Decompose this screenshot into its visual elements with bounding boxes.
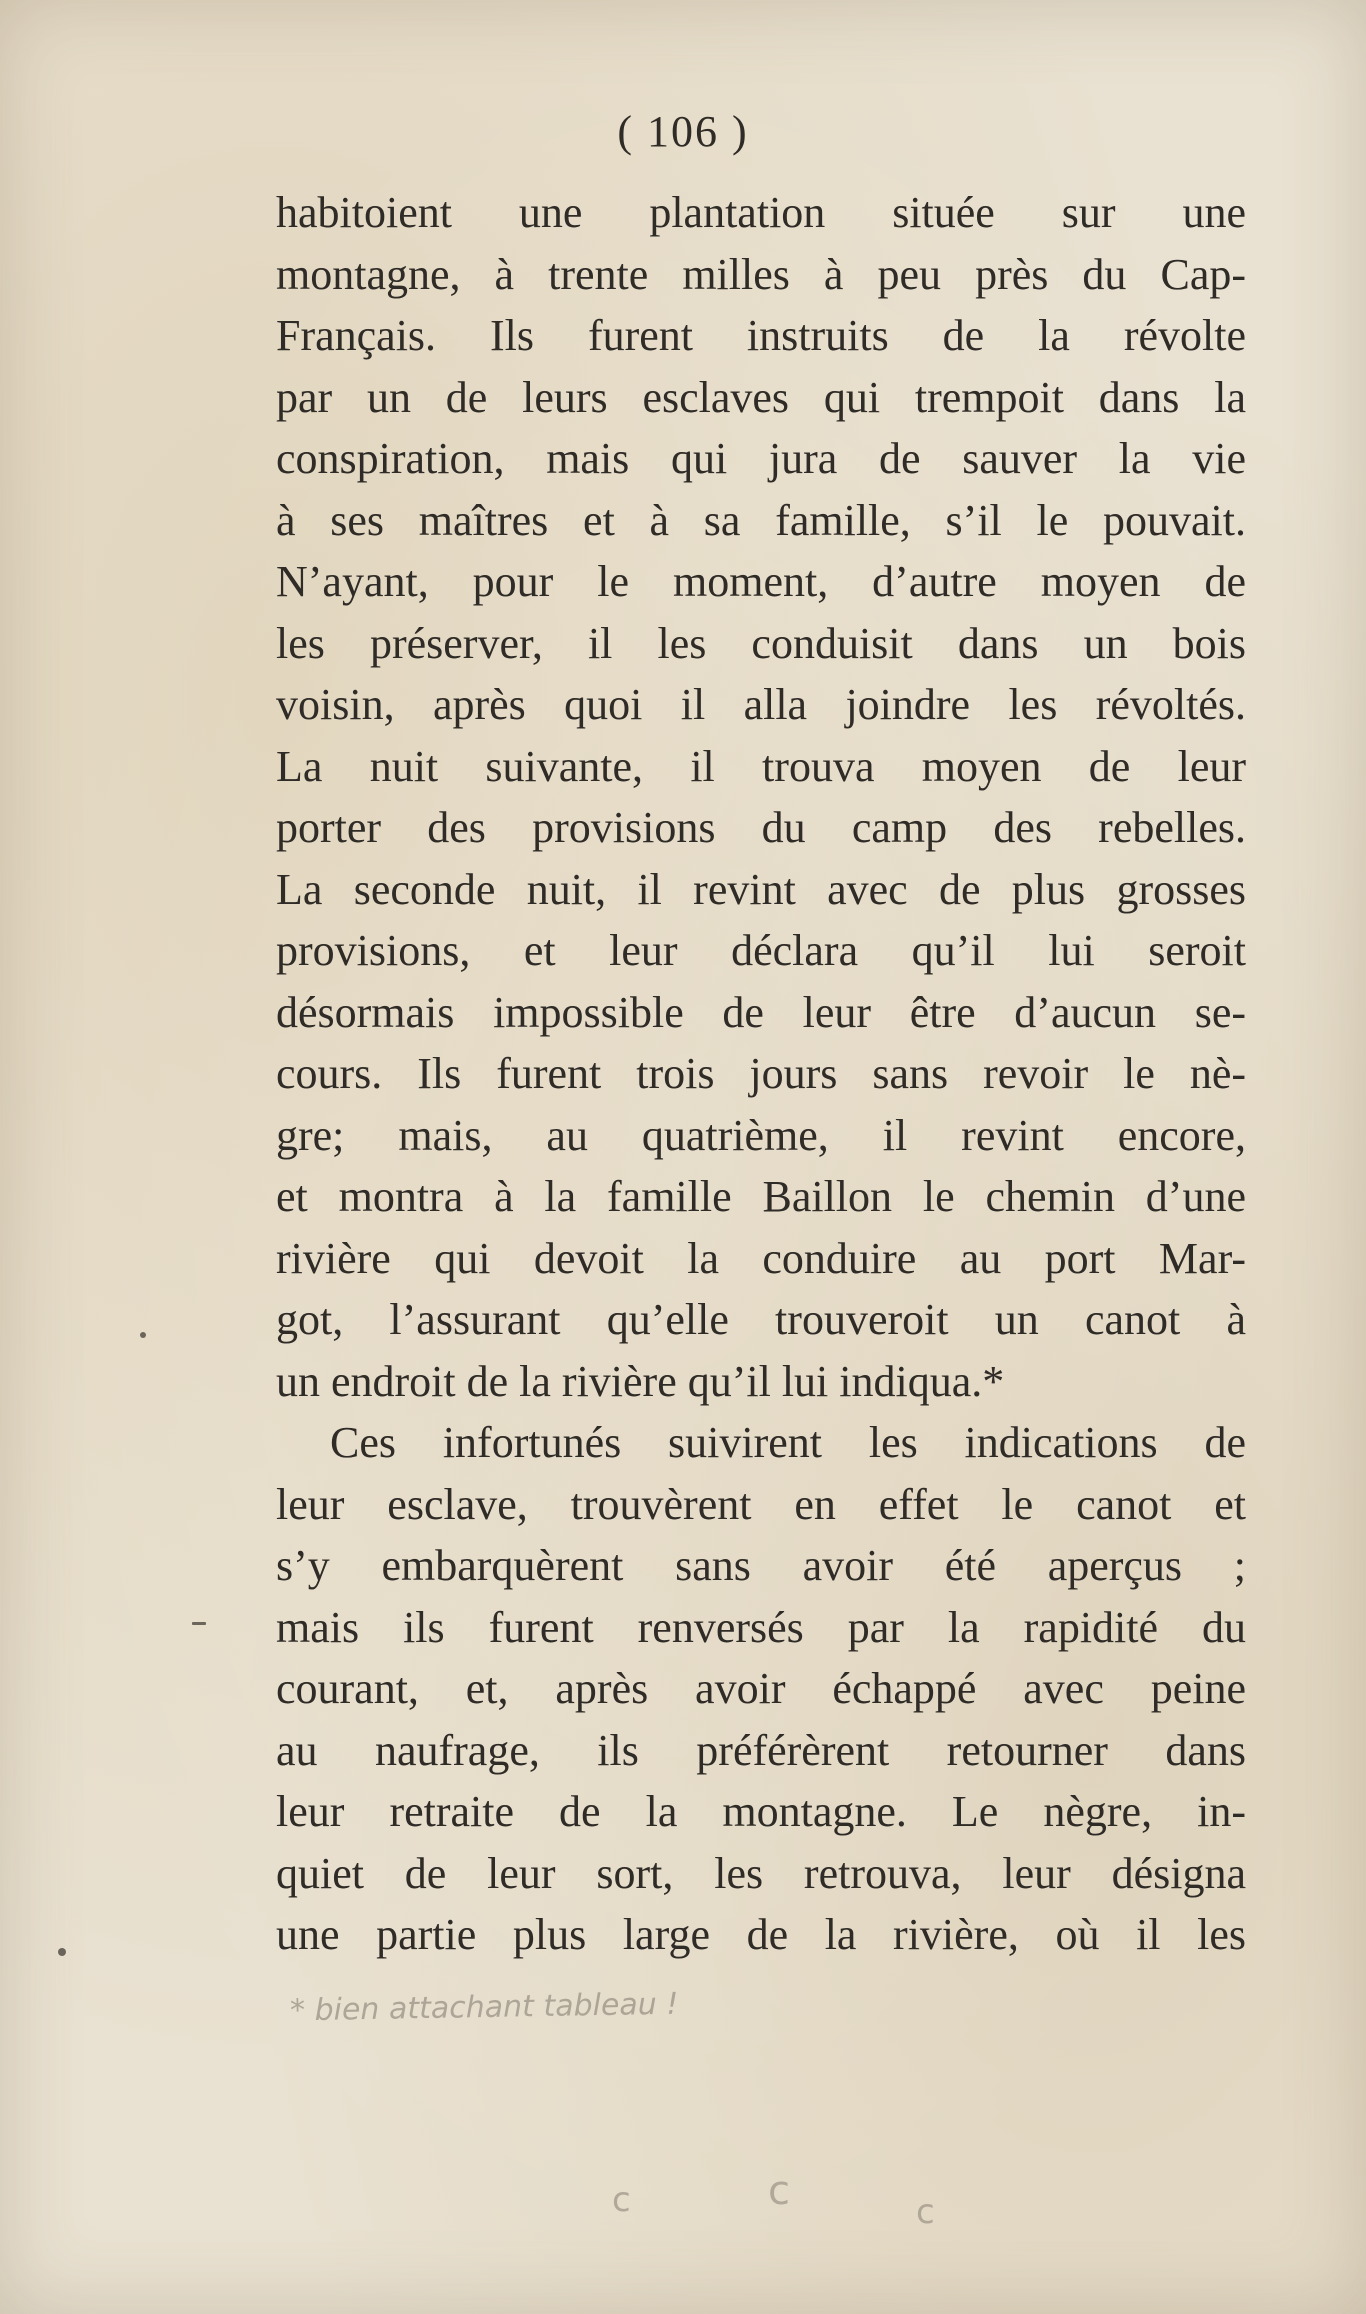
text-line: conspiration, mais qui jura de sauver la vie [276,434,1246,483]
text-line: et montra à la famille Baillon le chemin d’une [276,1172,1246,1221]
body-text [276,182,1246,1966]
text-line: désormais impossible de leur être d’aucun se- [276,987,1246,1037]
paragraph-start-line: Ces infortunés suivirent les indications de [330,1418,1246,1467]
handwritten-annotation: * bien attachant tableau ! [289,1986,679,2029]
ink-speck [192,1622,206,1625]
text-line: courant, et, après avoir échappé avec peine [276,1664,1246,1713]
text-line: au naufrage, ils préférèrent retourner dans [276,1725,1246,1775]
text-line: leur retraite de la montagne. Le nègre, in- [276,1787,1246,1836]
text-line: montagne, à trente milles à peu près du Cap- [276,249,1246,299]
faint-mark: c [916,2192,935,2232]
text-line: Français. Ils furent instruits de la révolte [276,311,1246,360]
text-line: habitoient une plantation située sur une [276,188,1246,237]
text-line: un endroit de la rivière qu’il lui indiqua.* [276,1356,1005,1406]
text-line: par un de leurs esclaves qui trempoit dans la [276,372,1246,422]
text-line: rivière qui devoit la conduire au port Mar- [276,1233,1246,1283]
text-line: voisin, après quoi il alla joindre les révoltés. [276,680,1246,729]
text-line: porter des provisions du camp des rebelles. [276,803,1246,852]
text-line: got, l’assurant qu’elle trouveroit un canot à [276,1295,1246,1344]
text-line: les préserver, il les conduisit dans un bois [276,618,1246,668]
faint-mark: c [612,2180,631,2220]
faint-mark: c [768,2168,790,2214]
text-line: mais ils furent renversés par la rapidité du [276,1602,1246,1652]
text-line: provisions, et leur déclara qu’il lui seroit [276,926,1246,975]
text-line: quiet de leur sort, les retrouva, leur désigna [276,1848,1246,1898]
text-line: gre; mais, au quatrième, il revint encore, [276,1110,1246,1160]
ink-speck [58,1948,66,1956]
text-line: La nuit suivante, il trouva moyen de leur [276,741,1246,791]
text-line: à ses maîtres et à sa famille, s’il le pouvait. [276,495,1246,545]
text-line: cours. Ils furent trois jours sans revoir le nè- [276,1049,1246,1098]
text-line: leur esclave, trouvèrent en effet le canot et [276,1479,1246,1529]
text-line: une partie plus large de la rivière, où il les [276,1910,1246,1959]
ink-speck [140,1332,146,1338]
page-number: ( 106 ) [617,107,749,156]
text-line: La seconde nuit, il revint avec de plus grosses [276,864,1246,914]
text-line: s’y embarquèrent sans avoir été aperçus ; [276,1541,1246,1590]
text-line: N’ayant, pour le moment, d’autre moyen de [276,557,1246,606]
